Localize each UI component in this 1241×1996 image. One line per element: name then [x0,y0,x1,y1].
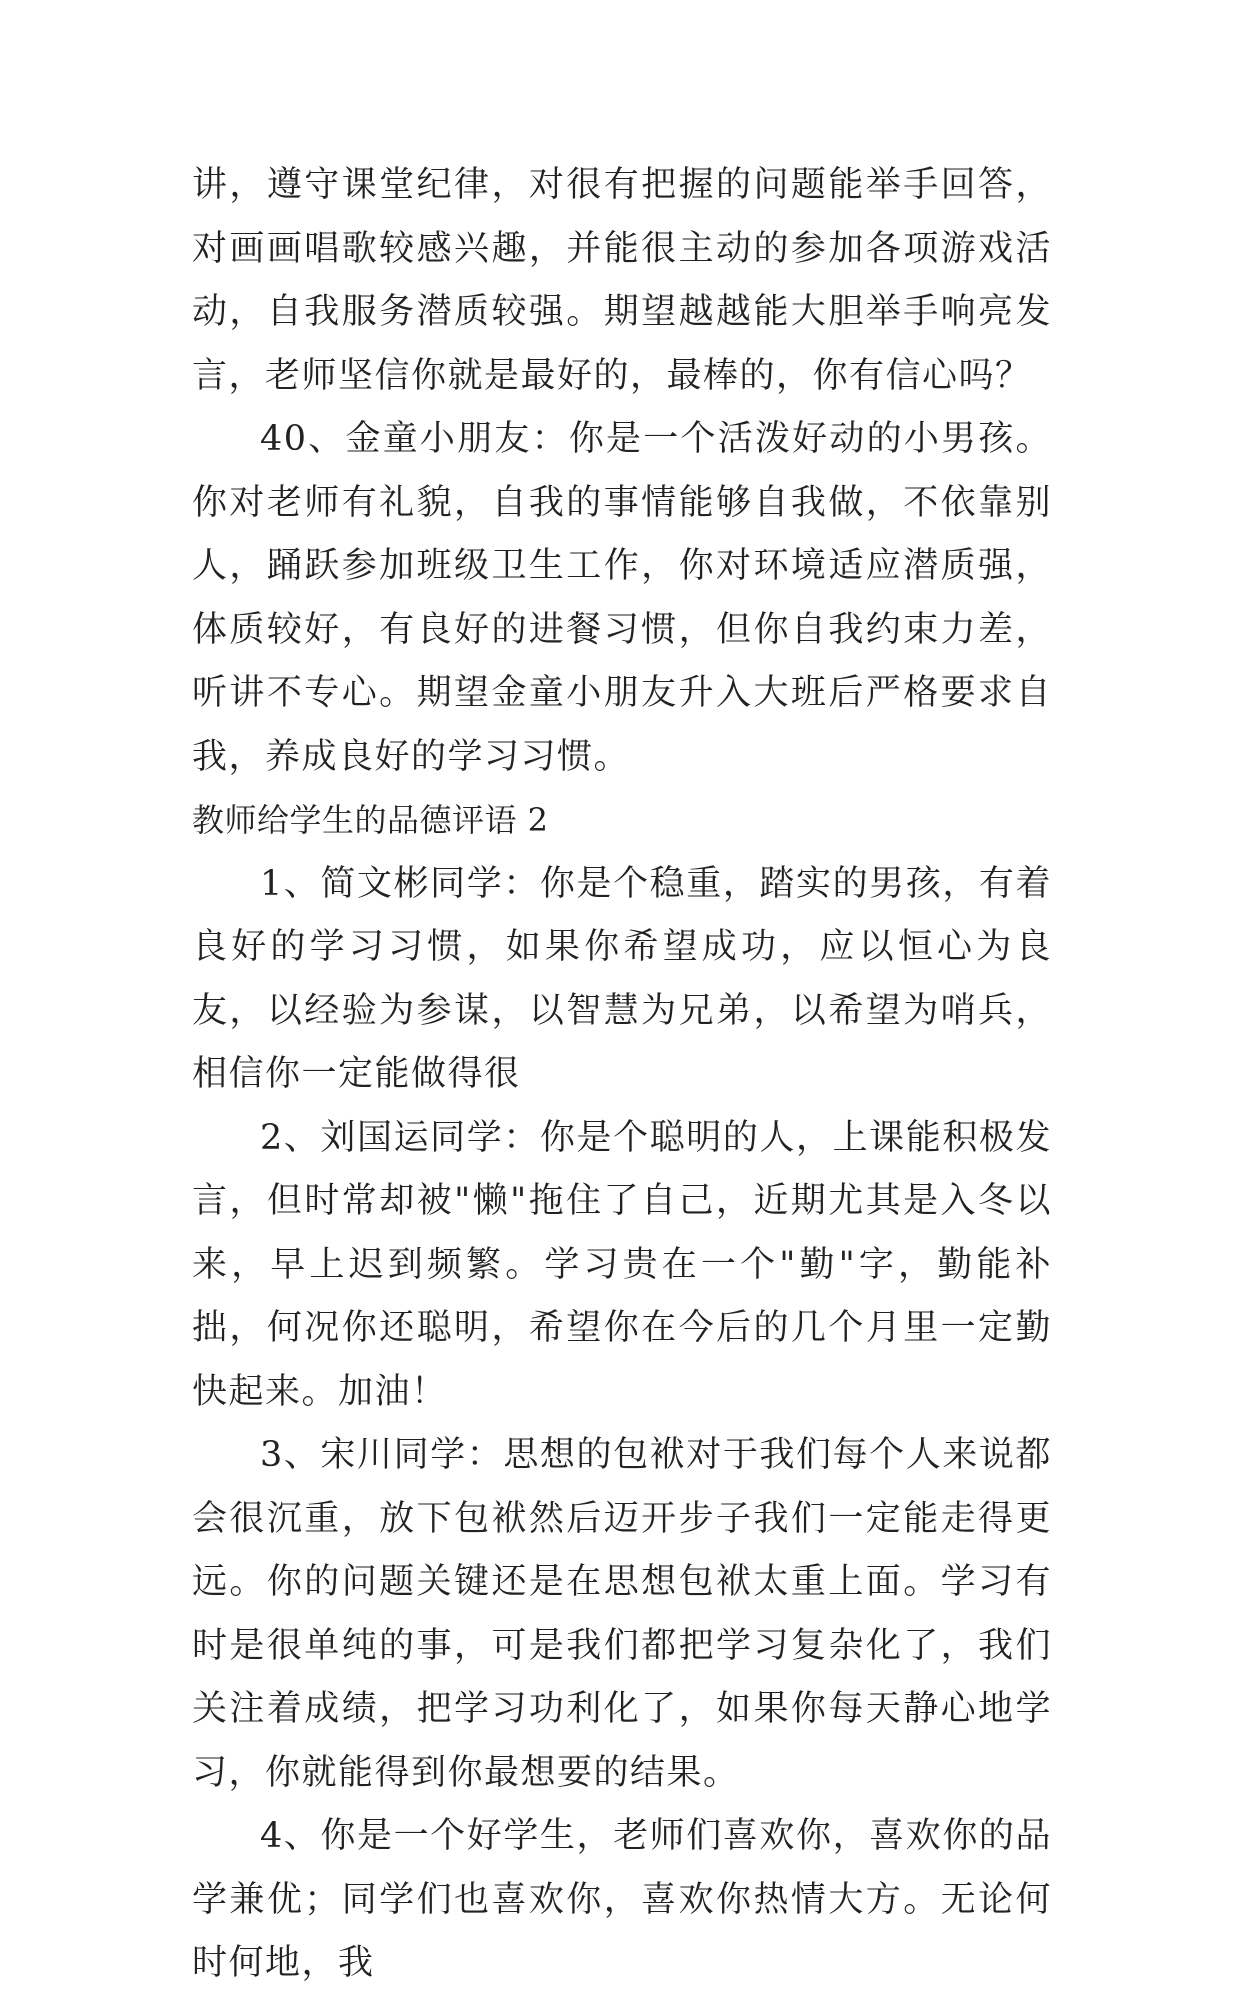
section-heading: 教师给学生的品德评语 2 [192,801,549,839]
paragraph-continuation: 讲，遵守课堂纪律，对很有把握的问题能举手回答，对画画唱歌较感兴趣，并能很主动的参加各项游戏活动，自我服务潜质较强。期望越越能大胆举手响亮发言，老师坚信你就是最好的，最棒的，你有信心吗？ [192,165,1052,396]
document-body [192,154,1052,1996]
paragraph-comment-40: 40、金童小朋友：你是一个活泼好动的小男孩。你对老师有礼貌，自我的事情能够自我做，不依靠别人，踊跃参加班级卫生工作，你对环境适应潜质强，体质较好，有良好的进餐习惯，但你自我约束力差，听讲不专心。期望金童小朋友升入大班后严格要求自我，养成良好的学习习惯。 [192,419,1052,777]
paragraph-comment-2: 2、刘国运同学：你是个聪明的人，上课能积极发言，但时常却被"懒"拖住了自己，近期尤其是入冬以来，早上迟到频繁。学习贵在一个"勤"字，勤能补拙，何况你还聪明，希望你在今后的几个月里一定勤快起来。加油！ [192,1117,1052,1412]
paragraph-comment-3: 3、宋川同学：思想的包袱对于我们每个人来说都会很沉重，放下包袱然后迈开步子我们一定能走得更远。你的问题关键还是在思想包袱太重上面。学习有时是很单纯的事，可是我们都把学习复杂化了，我们关注着成绩，把学习功利化了，如果你每天静心地学习，你就能得到你最想要的结果。 [192,1435,1052,1793]
paragraph-comment-4: 4、你是一个好学生，老师们喜欢你，喜欢你的品学兼优；同学们也喜欢你，喜欢你热情大方。无论何时何地，我 [192,1816,1052,1983]
paragraph-comment-1: 1、简文彬同学：你是个稳重，踏实的男孩，有着良好的学习习惯，如果你希望成功，应以恒心为良友，以经验为参谋，以智慧为兄弟，以希望为哨兵，相信你一定能做得很 [192,863,1052,1094]
